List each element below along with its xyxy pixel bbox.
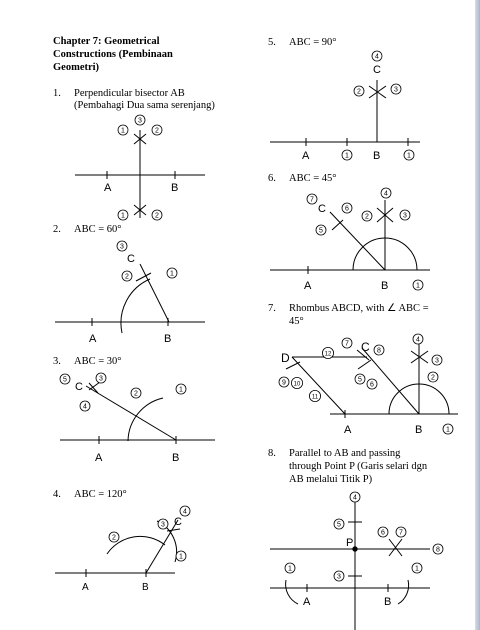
item8-number: 8. (268, 448, 276, 459)
item5-number: 5. (268, 37, 276, 48)
step-marker-label: 10 (293, 381, 301, 388)
step-marker-label: 7 (345, 340, 349, 348)
step-marker-label: 1 (407, 152, 411, 160)
item3-number: 3. (53, 356, 61, 367)
item2-line1: ABC = 60° (74, 224, 122, 235)
step-marker-label: 4 (416, 336, 420, 344)
point-b-label: B (142, 582, 149, 593)
step-marker-label: 4 (183, 508, 187, 516)
arc (121, 279, 150, 333)
step-marker-label: 2 (134, 390, 138, 398)
step-marker-label: 1 (288, 565, 292, 573)
item4-line1: ABC = 120° (74, 489, 127, 500)
step-marker-label: 4 (83, 403, 87, 411)
item3-line1: ABC = 30° (74, 356, 122, 367)
step-marker-label: 7 (399, 529, 403, 537)
step-marker-label: 4 (353, 494, 357, 502)
step-marker-label: 5 (358, 376, 362, 384)
step-marker-label: 2 (155, 212, 159, 220)
figure-60-degrees (55, 253, 205, 345)
step-marker-label: 2 (357, 88, 361, 96)
step-marker-label: 3 (120, 243, 124, 251)
step-marker-label: 1 (446, 426, 450, 434)
step-marker-label: 2 (112, 534, 116, 542)
point-a-label: A (95, 452, 103, 464)
figure-perpendicular-bisector (75, 127, 205, 218)
step-marker-label: 1 (121, 212, 125, 220)
step-marker-label: 5 (337, 521, 341, 529)
step-marker-label: 1 (416, 282, 420, 290)
step-marker-label: 6 (345, 205, 349, 213)
item1-line1: Perpendicular bisector AB (74, 88, 185, 99)
step-marker-label: 1 (345, 152, 349, 160)
point-a-label: A (303, 596, 311, 608)
point-a-label: A (344, 424, 352, 436)
point-b-label: B (381, 280, 389, 292)
point-a-label: A (82, 582, 89, 593)
point-b-label: B (415, 424, 423, 436)
ray-bc (140, 264, 169, 322)
step-marker-label: 7 (310, 196, 314, 204)
arc (286, 580, 298, 604)
chapter-title-line2: Constructions (Pembinaan (53, 49, 173, 60)
point-a-label: A (89, 333, 97, 345)
step-marker-label: 11 (311, 394, 319, 401)
point-a-label: A (302, 150, 310, 162)
item6-line1: ABC = 45° (289, 173, 337, 184)
step-marker-label: 1 (179, 386, 183, 394)
point-d-label: D (281, 351, 290, 365)
arc-mark (332, 220, 343, 230)
point-p-label: P (346, 537, 354, 549)
step-marker-label: 1 (415, 565, 419, 573)
step-marker-label: 3 (337, 573, 341, 581)
step-marker-label: 3 (435, 357, 439, 365)
point-b-label: B (384, 596, 392, 608)
arc-mark (358, 360, 371, 369)
point-a-label: A (304, 280, 312, 292)
point-b-label: B (373, 150, 381, 162)
ray-bc (330, 212, 385, 270)
chapter-title-line3: Geometri) (53, 62, 100, 73)
item5-line1: ABC = 90° (289, 37, 337, 48)
item7-line1: Rhombus ABCD, with ∠ ABC = (289, 303, 429, 314)
step-marker-label: 6 (370, 381, 374, 389)
point-c-label: C (361, 340, 370, 354)
step-marker-label: 5 (63, 376, 67, 384)
item1-number: 1. (53, 88, 61, 99)
page-edge (475, 0, 480, 630)
point-c-label: C (75, 381, 83, 393)
step-marker-label: 3 (138, 117, 142, 125)
arc (398, 580, 409, 604)
step-marker-label: 8 (436, 546, 440, 554)
item1-line2: (Pembahagi Dua sama serenjang) (74, 100, 215, 111)
step-marker-label: 9 (282, 379, 286, 387)
item4-number: 4. (53, 489, 61, 500)
point-p (353, 547, 357, 551)
point-c-label: C (373, 64, 381, 76)
point-b-label: B (172, 452, 180, 464)
step-marker-label: 4 (375, 53, 379, 61)
point-b-label: B (171, 182, 179, 194)
figure-90-degrees (270, 64, 420, 162)
step-marker-label: 3 (161, 521, 165, 529)
item6-number: 6. (268, 173, 276, 184)
step-marker-label: 2 (431, 374, 435, 382)
step-marker-label: 5 (319, 227, 323, 235)
chapter-title-line1: Chapter 7: Geometrical (53, 36, 160, 47)
step-markers (60, 51, 453, 581)
item7-number: 7. (268, 303, 276, 314)
step-marker-label: 3 (403, 212, 407, 220)
point-b-label: B (164, 333, 172, 345)
point-c-label: C (127, 253, 135, 265)
step-marker-label: 4 (384, 190, 388, 198)
point-a-label: A (104, 182, 112, 194)
step-marker-label: 1 (170, 270, 174, 278)
step-marker-label: 2 (365, 213, 369, 221)
item7-line2: 45° (289, 316, 304, 327)
step-marker-label: 6 (381, 529, 385, 537)
step-marker-label: 12 (324, 351, 332, 358)
step-marker-label: 3 (394, 86, 398, 94)
step-marker-label: 3 (99, 375, 103, 383)
arc (128, 398, 163, 441)
step-marker-label: 2 (125, 273, 129, 281)
item8-line2: through Point P (Garis selari dgn (289, 461, 428, 472)
step-marker-label: 1 (179, 553, 183, 561)
item2-number: 2. (53, 224, 61, 235)
item8-line3: AB melalui Titik P) (289, 474, 373, 485)
step-marker-label: 8 (377, 347, 381, 355)
point-c-label: C (318, 203, 326, 215)
item8-line1: Parallel to AB and passing (289, 448, 401, 459)
point-c-label: C (174, 516, 182, 528)
step-marker-label: 2 (155, 127, 159, 135)
step-marker-label: 1 (121, 127, 125, 135)
